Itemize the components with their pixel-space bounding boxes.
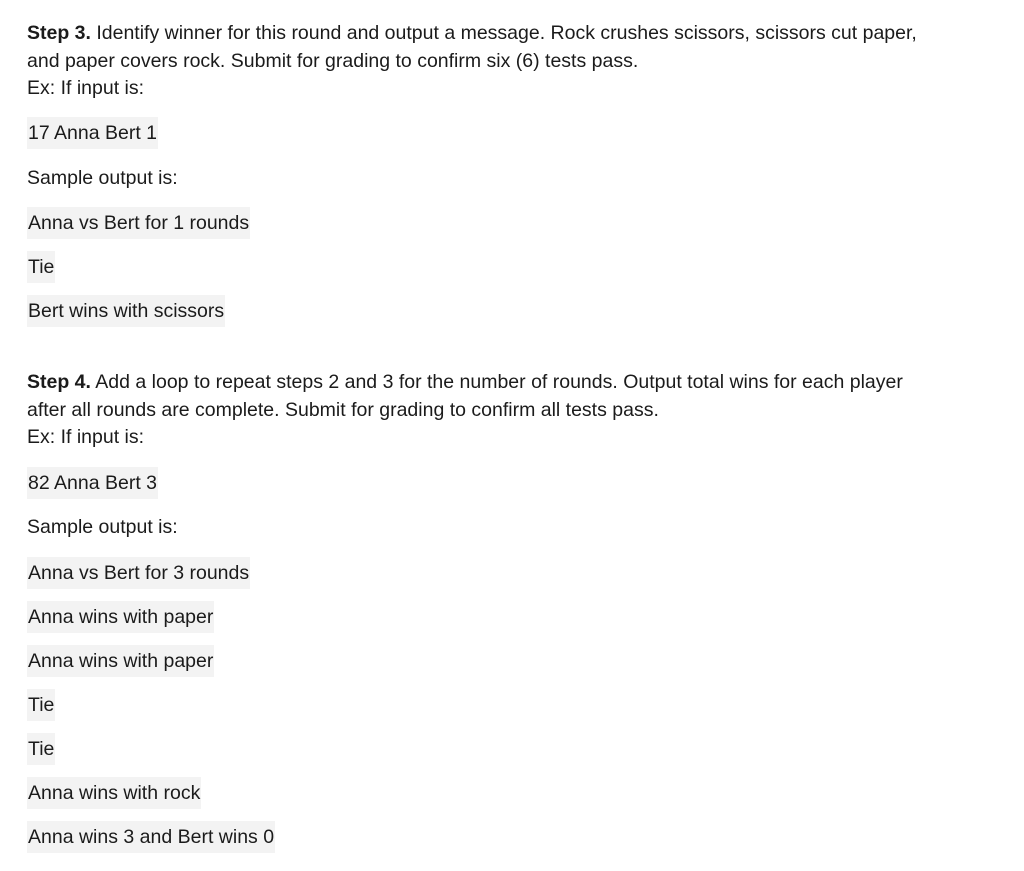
- step3-line2: and paper covers rock. Submit for grading to confirm six (6) tests pass.: [27, 49, 639, 72]
- step3-output-line: Bert wins with scissors: [27, 295, 225, 327]
- step4-text-line1: Add a loop to repeat steps 2 and 3 for the number of rounds. Output total wins for each player: [90, 371, 903, 393]
- step3-line1: [27, 20, 1007, 48]
- step4-output-line: Tie: [27, 733, 55, 765]
- step4-input-code: 82 Anna Bert 3: [27, 467, 158, 499]
- step3-sample-label: Sample output is:: [27, 167, 178, 189]
- step3-output-line: Tie: [27, 251, 55, 283]
- step3-input-code: 17 Anna Bert 1: [27, 117, 158, 149]
- step4-output-line: Anna wins with rock: [27, 777, 201, 809]
- step3-description: [27, 20, 1007, 103]
- step4-output-line: Tie: [27, 689, 55, 721]
- step4-output-line: Anna wins 3 and Bert wins 0: [27, 821, 275, 853]
- step3-ex-label: Ex: If input is:: [27, 77, 145, 99]
- step4-output-line: Anna wins with paper: [27, 601, 214, 633]
- step4-output-line: Anna vs Bert for 3 rounds: [27, 557, 250, 589]
- step4-output-line: Anna wins with paper: [27, 645, 214, 677]
- step4-description: [27, 369, 1007, 452]
- step4-ex-label: Ex: If input is:: [27, 426, 145, 448]
- step3-heading: Step 3.: [27, 22, 91, 44]
- step3-output-line: Anna vs Bert for 1 rounds: [27, 207, 250, 239]
- step4-line2: after all rounds are complete. Submit for grading to confirm all tests pass.: [27, 398, 659, 421]
- step4-line1: [27, 369, 1007, 397]
- step4-sample-label: Sample output is:: [27, 516, 178, 538]
- step4-heading: Step 4.: [27, 371, 91, 393]
- step3-text-line1: Identify winner for this round and output a message. Rock crushes scissors, scissors cut paper,: [90, 22, 917, 44]
